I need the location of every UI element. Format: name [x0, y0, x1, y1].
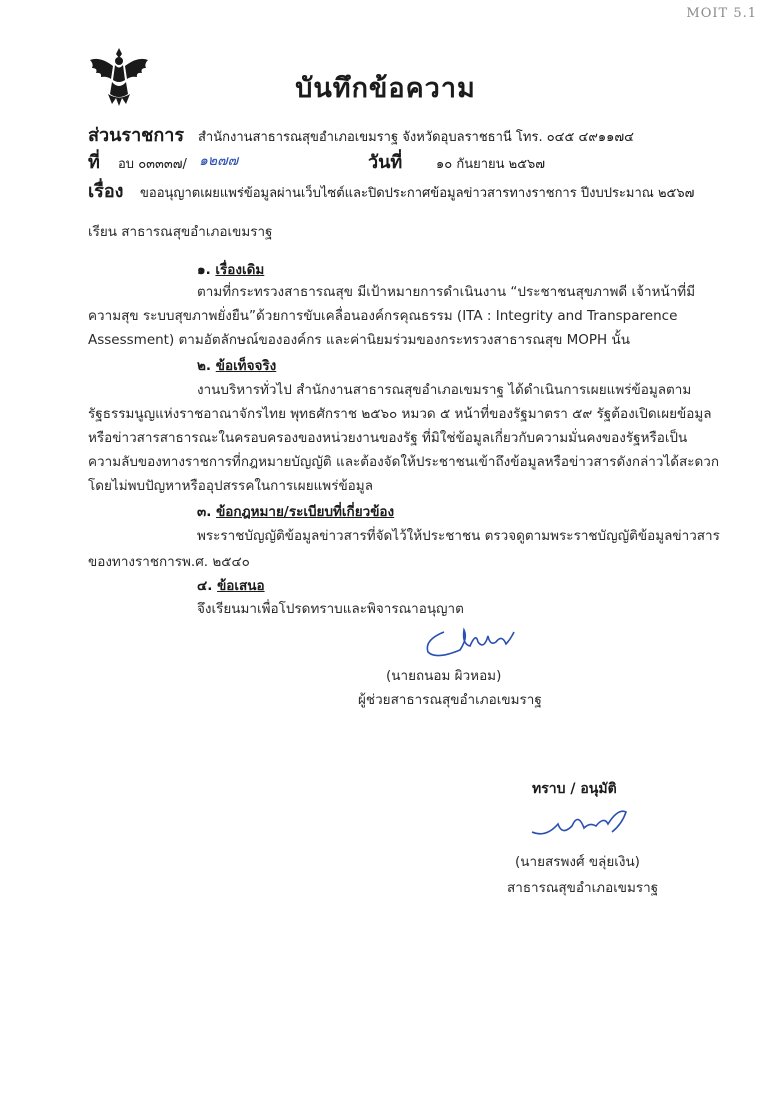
section-line: ความลับของทางราชการที่กฎหมายบัญญัติ และต้องจัดให้ประชาชนเข้าถึงข้อมูลหรือข่าวสารดังกล่าวได้สะดวก: [88, 454, 720, 470]
section-title: เรื่องเดิม: [215, 262, 265, 278]
date-label: วันที่: [368, 152, 403, 173]
signer2-name: (นายสรพงศ์ ขลุ่ยเงิน): [515, 854, 640, 870]
salutation: เรียน สาธารณสุขอำเภอเขมราฐ: [88, 224, 273, 240]
section-number: ๓.: [197, 504, 212, 520]
approval-text: ทราบ / อนุมัติ: [532, 781, 617, 797]
section-title: ข้อกฎหมาย/ระเบียบที่เกี่ยวข้อง: [216, 504, 395, 520]
date-value: ๑๐ กันยายน ๒๕๖๗: [436, 157, 546, 172]
section-line: จึงเรียนมาเพื่อโปรดทราบและพิจารณาอนุญาต: [197, 601, 464, 617]
ref-label: ที่: [88, 152, 100, 173]
corner-mark: MOIT 5.1: [686, 6, 757, 21]
section-number: ๑.: [197, 262, 211, 278]
ref-prefix: อบ ๐๓๓๓๗/: [118, 157, 187, 172]
signature-icon: [418, 620, 530, 662]
signer2-position: สาธารณสุขอำเภอเขมราฐ: [507, 880, 659, 896]
section-line: พระราชบัญญัติข้อมูลข่าวสารที่จัดไว้ให้ประชาชน ตรวจดูตามพระราชบัญญัติข้อมูลข่าวสาร: [197, 528, 720, 544]
agency-value: สำนักงานสาธารณสุขอำเภอเขมราฐ จังหวัดอุบลราชธานี โทร. ๐๔๕ ๔๙๑๑๗๔: [198, 130, 634, 145]
subject-value: ขออนุญาตเผยแพร่ข้อมูลผ่านเว็บไซต์และปิดประกาศข้อมูลข่าวสารทางราชการ ปีงบประมาณ ๒๕๖๗: [140, 186, 695, 201]
section-line: งานบริหารทั่วไป สำนักงานสาธารณสุขอำเภอเขมราฐ ได้ดำเนินการเผยแพร่ข้อมูลตาม: [197, 382, 692, 398]
section-number: ๒.: [197, 358, 212, 374]
section-line: ความสุข ระบบสุขภาพยั่งยืน”ด้วยการขับเคลื่อนองค์กรคุณธรรม (ITA : Integrity and Transparence: [88, 308, 678, 324]
signer1-position: ผู้ช่วยสาธารณสุขอำเภอเขมราฐ: [358, 692, 542, 708]
agency-label: ส่วนราชการ: [88, 125, 185, 146]
page-title: บันทึกข้อความ: [295, 73, 476, 104]
subject-label: เรื่อง: [88, 181, 124, 202]
section-title: ข้อเท็จจริง: [215, 358, 277, 374]
section-line: รัฐธรรมนูญแห่งราชอาณาจักรไทย พุทธศักราช ๒๕๖๐ หมวด ๕ หน้าที่ของรัฐมาตรา ๕๙ รัฐต้องเปิดเผยข้อมูล: [88, 406, 712, 422]
section-title: ข้อเสนอ: [217, 578, 265, 594]
approver-signature-icon: [528, 802, 648, 846]
section-heading: [197, 500, 394, 522]
section-line: ตามที่กระทรวงสาธารณสุข มีเป้าหมายการดำเนินงาน “ประชาชนสุขภาพดี เจ้าหน้าที่มี: [197, 284, 696, 300]
section-heading: [197, 354, 276, 376]
section-line: โดยไม่พบปัญหาหรืออุปสรรคในการเผยแพร่ข้อมูล: [88, 478, 373, 494]
section-line: หรือข่าวสารสาธารณะในครอบครองของหน่วยงานของรัฐ ที่มิใช่ข้อมูลเกี่ยวกับความมั่นคงของรัฐหรือเป็น: [88, 430, 688, 446]
section-heading: [197, 574, 265, 596]
signer1-name: (นายถนอม ผิวหอม): [386, 668, 502, 684]
section-heading: [197, 258, 264, 280]
section-line: Assessment) ตามอัตลักษณ์ขององค์กร และค่านิยมร่วมของกระทรวงสาธารณสุข MOPH นั้น: [88, 332, 630, 348]
section-line: ของทางราชการพ.ศ. ๒๕๔๐: [88, 554, 250, 570]
section-number: ๔.: [197, 578, 213, 594]
ref-handwritten-number: ๑๒๗๗: [199, 153, 239, 169]
